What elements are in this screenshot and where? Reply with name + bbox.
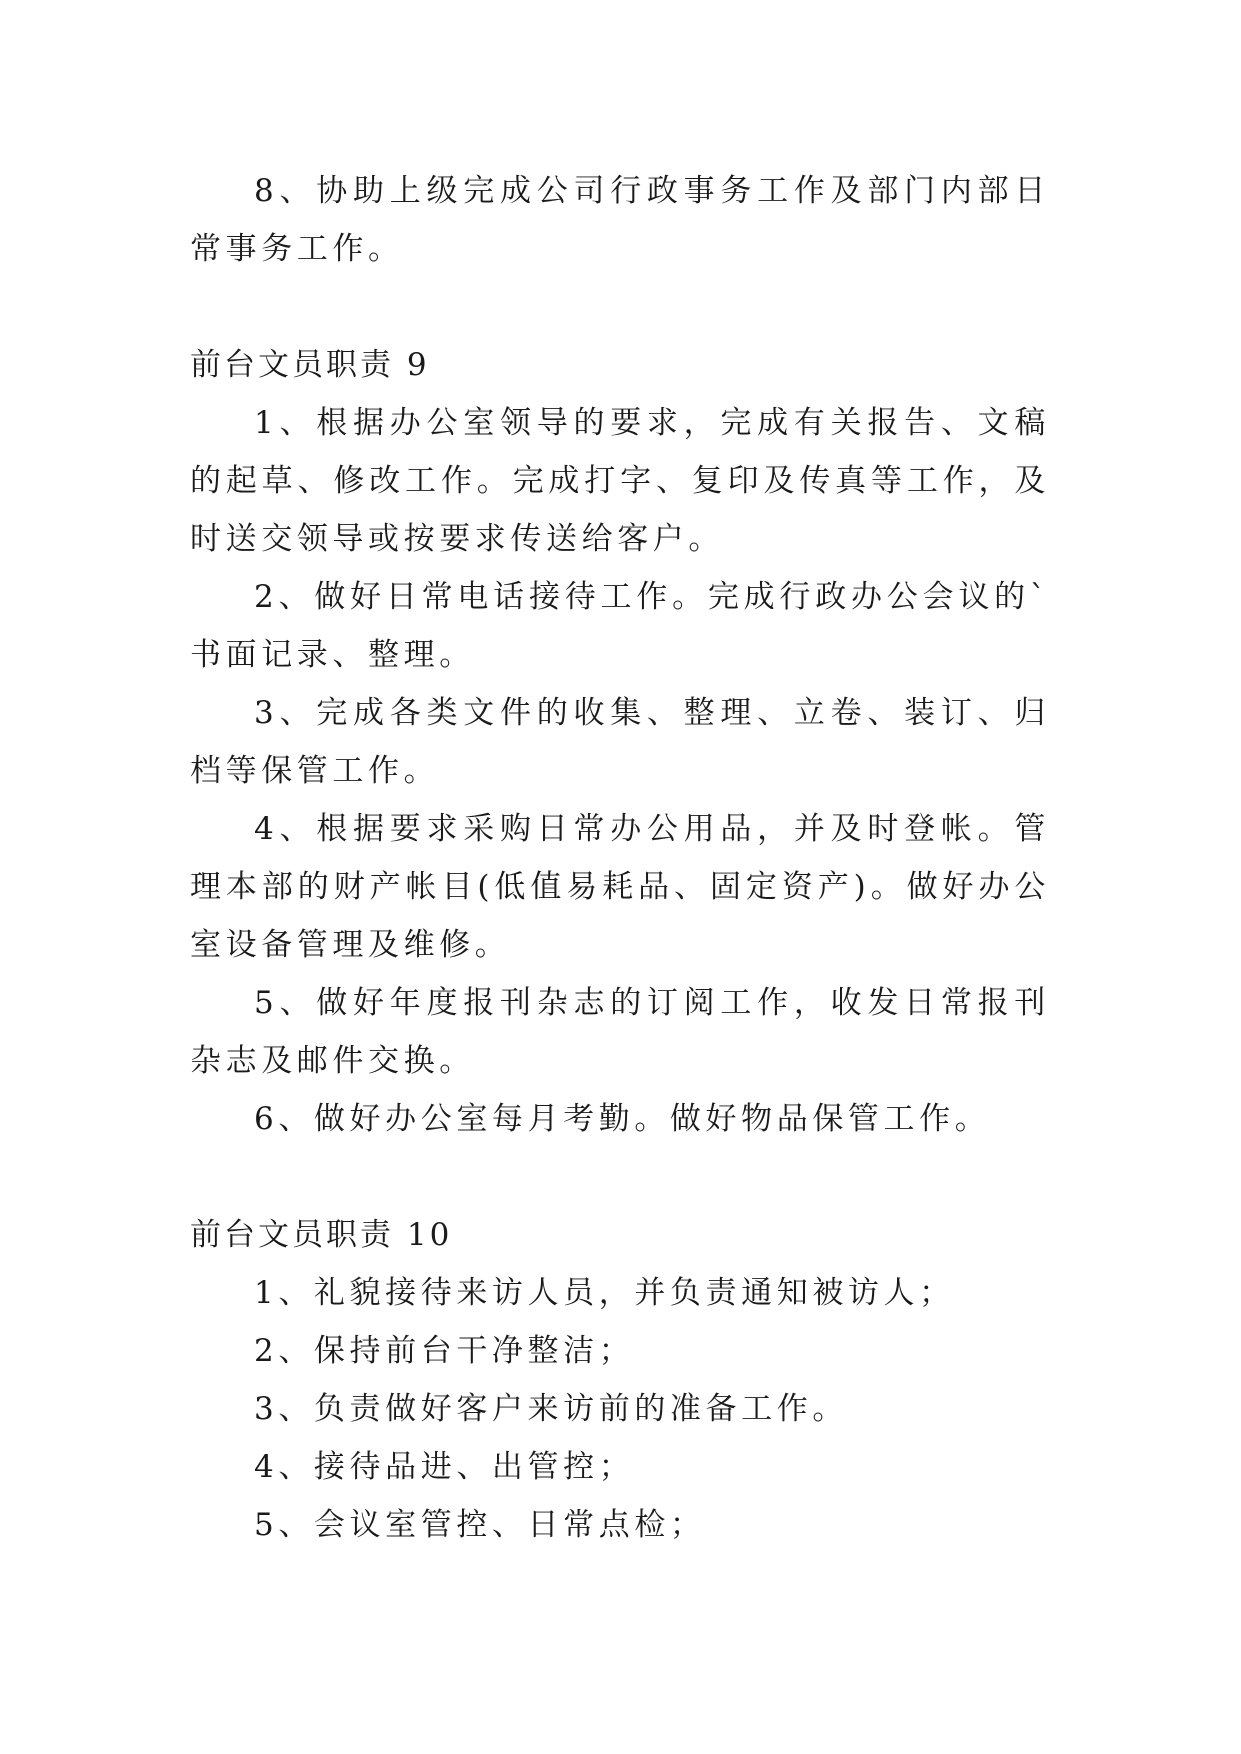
section9-item-4: 4、根据要求采购日常办公用品，并及时登帐。管理本部的财产帐目(低值易耗品、固定资产)。做好办公室设备管理及维修。	[190, 811, 1050, 963]
section10-item-2: 2、保持前台干净整洁；	[254, 1333, 635, 1369]
section-spacer	[190, 278, 1050, 336]
section10-item-5: 5、会议室管控、日常点检；	[254, 1507, 706, 1543]
section10-heading: 前台文员职责 10	[190, 1217, 453, 1253]
section-spacer	[190, 1148, 1050, 1206]
section10-item-1: 1、礼貌接待来访人员，并负责通知被访人；	[254, 1275, 955, 1311]
section9-item-5: 5、做好年度报刊杂志的订阅工作，收发日常报刊杂志及邮件交换。	[190, 985, 1050, 1079]
section9-item-6: 6、做好办公室每月考勤。做好物品保管工作。	[254, 1101, 991, 1137]
section9-item-1: 1、根据办公室领导的要求，完成有关报告、文稿的起草、修改工作。完成打字、复印及传真等工作，及时送交领导或按要求传送给客户。	[190, 405, 1050, 557]
section9-item-2: 2、做好日常电话接待工作。完成行政办公会议的`书面记录、整理。	[190, 579, 1050, 673]
section9-item-3: 3、完成各类文件的收集、整理、立卷、装订、归档等保管工作。	[190, 695, 1050, 789]
section8-item-8: 8、协助上级完成公司行政事务工作及部门内部日常事务工作。	[190, 173, 1050, 267]
section10-item-3: 3、负责做好客户来访前的准备工作。	[254, 1391, 848, 1427]
section9-heading: 前台文员职责 9	[190, 347, 430, 383]
document-body	[190, 162, 1050, 1554]
section10-item-4: 4、接待品进、出管控；	[254, 1449, 635, 1485]
